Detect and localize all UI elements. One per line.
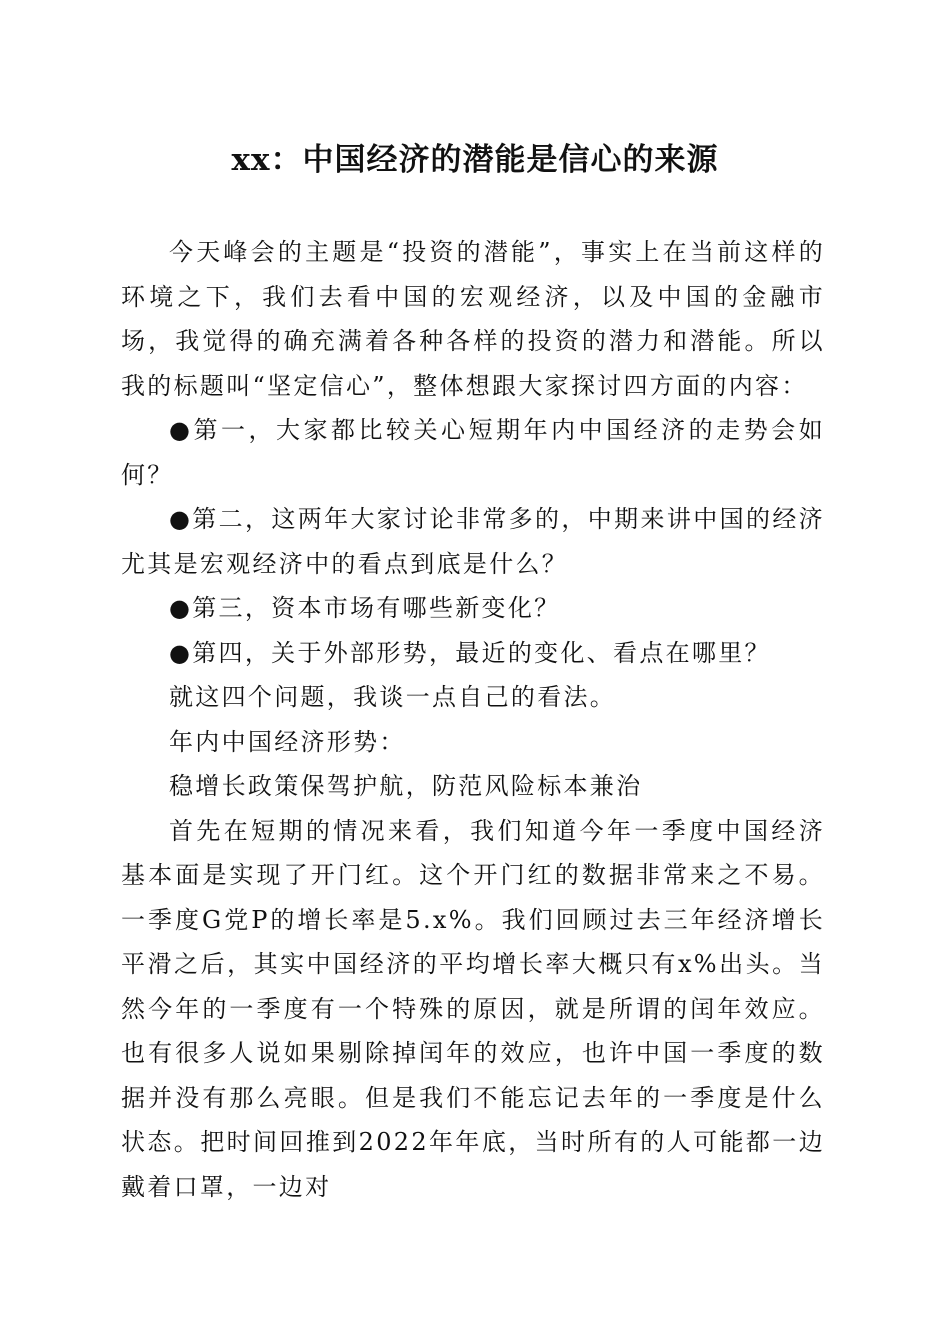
paragraph-analysis: 首先在短期的情况来看，我们知道今年一季度中国经济基本面是实现了开门红。这个开门红的数据非常来之不易。一季度G党P的增长率是5.x%。我们回顾过去三年经济增长平滑之后，其实中国经济的平均增长率大概只有x%出头。当然今年的一季度有一个特殊的原因，就是所谓的闰年效应。也有很多人说如果剔除掉闰年的效应，也许中国一季度的数据并没有那么亮眼。但是我们不能忘记去年的一季度是什么状态。把时间回推到2022年年底，当时所有的人可能都一边戴着口罩，一边对 [121, 816, 825, 1201]
document-body [121, 230, 825, 1209]
document-title: xx：中国经济的潜能是信心的来源 [231, 142, 719, 178]
paragraph-point-4: ●第四，关于外部形势，最近的变化、看点在哪里？ [169, 638, 771, 667]
paragraph-intro: 今天峰会的主题是“投资的潜能”，事实上在当前这样的环境之下，我们去看中国的宏观经济，以及中国的金融市场，我觉得的确充满着各种各样的投资的潜力和潜能。所以我的标题叫“坚定信心”，整体想跟大家探讨四方面的内容： [121, 238, 825, 400]
paragraph-point-3: ●第三，资本市场有哪些新变化？ [169, 594, 561, 622]
paragraph-transition: 就这四个问题，我谈一点自己的看法。 [169, 683, 617, 711]
section-heading: 年内中国经济形势： [169, 727, 406, 756]
paragraph-point-2: ●第二，这两年大家讨论非常多的，中期来讲中国的经济尤其是宏观经济中的看点到底是什么？ [121, 505, 825, 578]
section-subheading: 稳增长政策保驾护航，防范风险标本兼治 [169, 772, 643, 800]
paragraph-point-1: ●第一，大家都比较关心短期年内中国经济的走势会如何？ [121, 416, 825, 489]
